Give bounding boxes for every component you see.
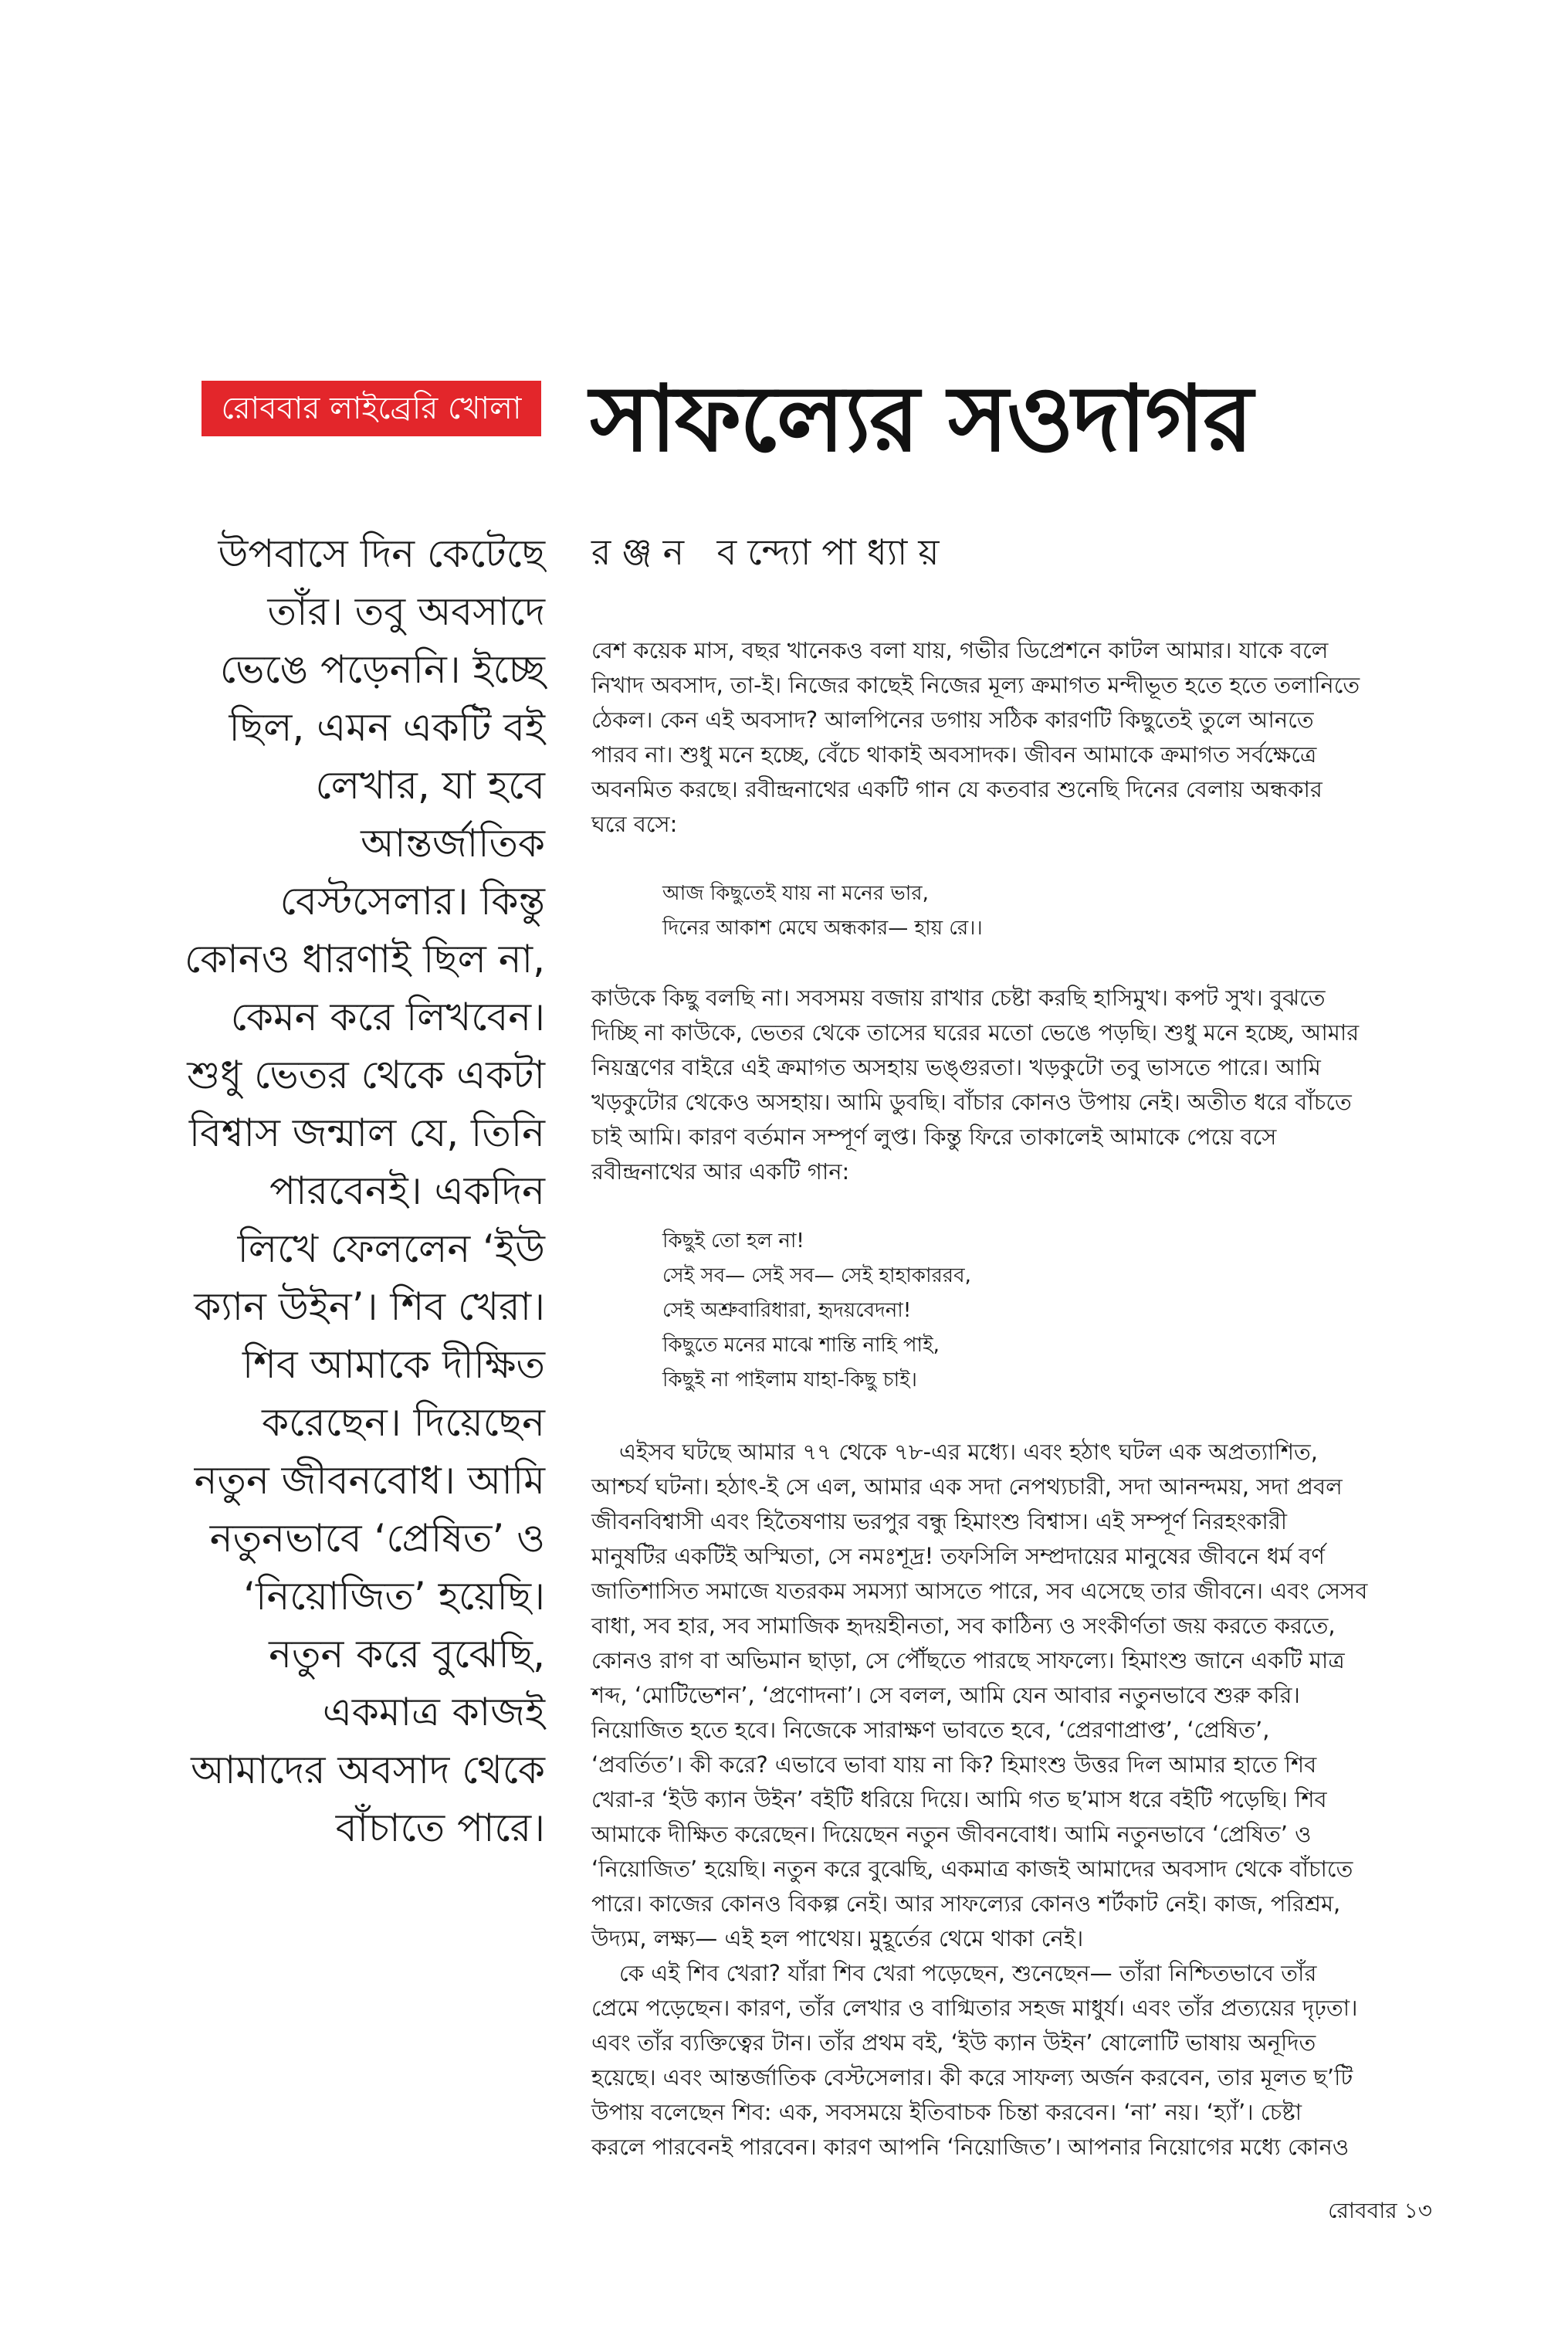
paragraph-2 bbox=[591, 981, 1437, 1189]
text-line: সেই অশ্রুবারিধারা, হৃদয়বেদনা! bbox=[662, 1299, 912, 1322]
text-line: তাঁর। তবু অবসাদে bbox=[267, 589, 545, 634]
text-line: খড়কুটোর থেকেও অসহায়। আমি ডুবছি। বাঁচার কোনও উপায় নেই। অতীত ধরে বাঁচতে bbox=[591, 1089, 1352, 1115]
text-line: বাধা, সব হার, সব সামাজিক হৃদয়হীনতা, সব কাঠিন্য ও সংকীর্ণতা জয় করতে করতে, bbox=[591, 1612, 1336, 1639]
text-line: জীবনবিশ্বাসী এবং হিতৈষণায় ভরপুর বন্ধু হিমাংশু বিশ্বাস। এই সম্পূর্ণ নিরহংকারী bbox=[591, 1508, 1288, 1534]
page-footer: রোববার ১৩ bbox=[1328, 2198, 1432, 2223]
text-line: জাতিশাসিত সমাজে যতরকম সমস্যা আসতে পারে, সব এসেছে তার জীবনে। এবং সেসব bbox=[591, 1578, 1368, 1604]
text-line: চাই আমি। কারণ বর্তমান সম্পূর্ণ লুপ্ত। কিন্তু ফিরে তাকালেই আমাকে পেয়ে বসে bbox=[591, 1124, 1277, 1150]
text-line: এইসব ঘটছে আমার ৭৭ থেকে ৭৮-এর মধ্যে। এবং হঠাৎ ঘটল এক অপ্রত্যাশিত, bbox=[619, 1439, 1318, 1465]
text-line: উপবাসে দিন কেটেছে bbox=[218, 531, 545, 576]
text-line: সেই সব— সেই সব— সেই হাহাকাররব, bbox=[662, 1264, 971, 1287]
text-line: রবীন্দ্রনাথের আর একটি গান: bbox=[591, 1158, 850, 1185]
text-line: পারব না। শুধু মনে হচ্ছে, বেঁচে থাকাই অবসাদক। জীবন আমাকে ক্রমাগত সর্বক্ষেত্রে bbox=[591, 741, 1317, 768]
text-line: কে এই শিব খেরা? যাঁরা শিব খেরা পড়েছেন, শুনেছেন— তাঁরা নিশ্চিতভাবে তাঁর bbox=[619, 1960, 1317, 1986]
text-line: করেছেন। দিয়েছেন bbox=[262, 1400, 545, 1445]
text-line: বেস্টসেলার। কিন্তু bbox=[279, 879, 545, 924]
song-quote-2 bbox=[662, 1224, 971, 1398]
text-line: বিশ্বাস জন্মাল যে, তিনি bbox=[188, 1110, 545, 1155]
text-line: কিছুই না পাইলাম যাহা-কিছু চাই। bbox=[662, 1368, 917, 1392]
text-line: করলে পারবেনই পারবেন। কারণ আপনি ‘নিয়োজিত’। আপনার নিয়োগের মধ্যে কোনও bbox=[591, 2134, 1350, 2160]
text-line: ভেঙে পড়েননি। ইচ্ছে bbox=[219, 647, 545, 692]
text-line: নতুন করে বুঝেছি, bbox=[269, 1632, 545, 1677]
text-line: অবনমিত করছে। রবীন্দ্রনাথের একটি গান যে কতবার শুনেছি দিনের বেলায় অন্ধকার bbox=[591, 776, 1322, 802]
text-line: ‘প্রবর্তিত’। কী করে? এভাবে ভাবা যায় না কি? হিমাংশু উত্তর দিল আমার হাতে শিব bbox=[591, 1751, 1317, 1778]
text-line: কাউকে কিছু বলছি না। সবসময় বজায় রাখার চেষ্টা করছি হাসিমুখ। কপট সুখ। বুঝতে bbox=[591, 985, 1326, 1011]
text-line: কোনও ধারণাই ছিল না, bbox=[185, 937, 545, 982]
text-line: নিয়ন্ত্রণের বাইরে এই ক্রমাগত অসহায় ভঙ্গুরতা। খড়কুটো তবু ভাসতে পারে। আমি bbox=[591, 1054, 1321, 1080]
text-line: কিছুই তো হল না! bbox=[662, 1229, 804, 1253]
text-line: হয়েছে। এবং আন্তর্জাতিক বেস্টসেলার। কী করে সাফল্য অর্জন করবেন, তার মূলত ছ’টি bbox=[591, 2064, 1353, 2090]
text-line: উদ্যম, লক্ষ্য— এই হল পাথেয়। মুহূর্তের থেমে থাকা নেই। bbox=[591, 1925, 1084, 1951]
text-line: দিচ্ছি না কাউকে, ভেতর থেকে তাসের ঘরের মতো ভেঙে পড়ছি। শুধু মনে হচ্ছে, আমার bbox=[591, 1019, 1360, 1046]
text-line: পারবেনই। একদিন bbox=[269, 1168, 545, 1213]
song-quote-1 bbox=[662, 876, 983, 946]
text-line: ঠেকল। কেন এই অবসাদ? আলপিনের ডগায় সঠিক কারণটি কিছুতেই তুলে আনতে bbox=[591, 707, 1314, 733]
text-line: নতুনভাবে ‘প্রেষিত’ ও bbox=[209, 1516, 545, 1561]
text-line: ছিল, এমন একটি বই bbox=[229, 705, 545, 750]
text-line: লিখে ফেললেন ‘ইউ bbox=[237, 1226, 545, 1271]
text-line: নিয়োজিত হতে হবে। নিজেকে সারাক্ষণ ভাবতে হবে, ‘প্রেরণাপ্রাপ্ত’, ‘প্রেষিত’, bbox=[591, 1717, 1270, 1743]
text-line: মানুষটির একটিই অস্মিতা, সে নমঃশূদ্র! তফসিলি সম্প্রদায়ের মানুষের জীবনে ধর্ম বর্ণ bbox=[591, 1543, 1325, 1569]
text-line: ‘নিয়োজিত’ হয়েছি। নতুন করে বুঝেছি, একমাত্র কাজই আমাদের অবসাদ থেকে বাঁচাতে bbox=[591, 1856, 1353, 1882]
text-line: আমাকে দীক্ষিত করেছেন। দিয়েছেন নতুন জীবনবোধ। আমি নতুনভাবে ‘প্রেষিত’ ও bbox=[591, 1821, 1312, 1847]
section-tag: রোববার লাইব্রেরি খোলা bbox=[202, 381, 541, 436]
text-line: কিছুতে মনের মাঝে শান্তি নাহি পাই, bbox=[662, 1334, 940, 1357]
pull-quote bbox=[116, 525, 545, 1857]
text-line: আন্তর্জাতিক bbox=[361, 821, 545, 866]
text-line: ঘরে বসে: bbox=[591, 811, 678, 837]
text-line: বেশ কয়েক মাস, বছর খানেকও বলা যায়, গভীর ডিপ্রেশনে কাটল আমার। যাকে বলে bbox=[591, 637, 1329, 663]
text-line: খেরা-র ‘ইউ ক্যান উইন’ বইটি ধরিয়ে দিয়ে। আমি গত ছ’মাস ধরে বইটি পড়েছি। শিব bbox=[591, 1786, 1327, 1812]
text-line: এবং তাঁর ব্যক্তিত্বের টান। তাঁর প্রথম বই, ‘ইউ ক্যান উইন’ ষোলোটি ভাষায় অনূদিত bbox=[591, 2029, 1316, 2056]
text-line: শুধু ভেতর থেকে একটা bbox=[187, 1053, 545, 1097]
text-line: লেখার, যা হবে bbox=[315, 763, 545, 808]
text-line: শিব আমাকে দীক্ষিত bbox=[242, 1342, 545, 1387]
text-line: কেমন করে লিখবেন। bbox=[230, 995, 545, 1039]
text-line: একমাত্র কাজই bbox=[322, 1690, 545, 1734]
text-line: কোনও রাগ বা অভিমান ছাড়া, সে পৌঁছতে পারছে সাফল্যে। হিমাংশু জানে একটি মাত্র bbox=[591, 1647, 1345, 1673]
paragraph-1 bbox=[591, 633, 1437, 842]
text-line: উপায় বলেছেন শিব: এক, সবসময়ে ইতিবাচক চিন্তা করবেন। ‘না’ নয়। ‘হ্যাঁ’। চেষ্টা bbox=[591, 2099, 1302, 2125]
text-line: আজ কিছুতেই যায় না মনের ভার, bbox=[662, 882, 929, 905]
article-title: সাফল্যের সওদাগর bbox=[590, 365, 1252, 472]
text-line: নিখাদ অবসাদ, তা-ই। নিজের কাছেই নিজের মূল্য ক্রমাগত মন্দীভূত হতে হতে তলানিতে bbox=[591, 672, 1360, 698]
text-line: আশ্চর্য ঘটনা। হঠাৎ-ই সে এল, আমার এক সদা নেপথ্যচারী, সদা আনন্দময়, সদা প্রবল bbox=[591, 1473, 1343, 1500]
text-line: ‘নিয়োজিত’ হয়েছি। bbox=[243, 1574, 545, 1619]
paragraph-3 bbox=[591, 1435, 1437, 1956]
paragraph-4 bbox=[591, 1956, 1437, 2165]
author-byline: রঞ্জন বন্দ্যোপাধ্যায় bbox=[591, 531, 950, 573]
text-line: প্রেমে পড়েছেন। কারণ, তাঁর লেখার ও বাগ্মিতার সহজ মাধুর্য। এবং তাঁর প্রত্যয়ের দৃঢ়তা। bbox=[591, 1995, 1358, 2021]
text-line: শব্দ, ‘মোটিভেশন’, ‘প্রণোদনা’। সে বলল, আমি যেন আবার নতুনভাবে শুরু করি। bbox=[591, 1682, 1300, 1708]
text-line: নতুন জীবনবোধ। আমি bbox=[194, 1458, 545, 1503]
text-line: ক্যান উইন’। শিব খেরা। bbox=[194, 1284, 545, 1329]
text-line: আমাদের অবসাদ থেকে bbox=[191, 1748, 545, 1792]
text-line: পারে। কাজের কোনও বিকল্প নেই। আর সাফল্যের কোনও শর্টকাট নেই। কাজ, পরিশ্রম, bbox=[591, 1890, 1341, 1917]
text-line: বাঁচাতে পারে। bbox=[335, 1806, 545, 1850]
text-line: দিনের আকাশ মেঘে অন্ধকার— হায় রে।। bbox=[662, 917, 983, 940]
